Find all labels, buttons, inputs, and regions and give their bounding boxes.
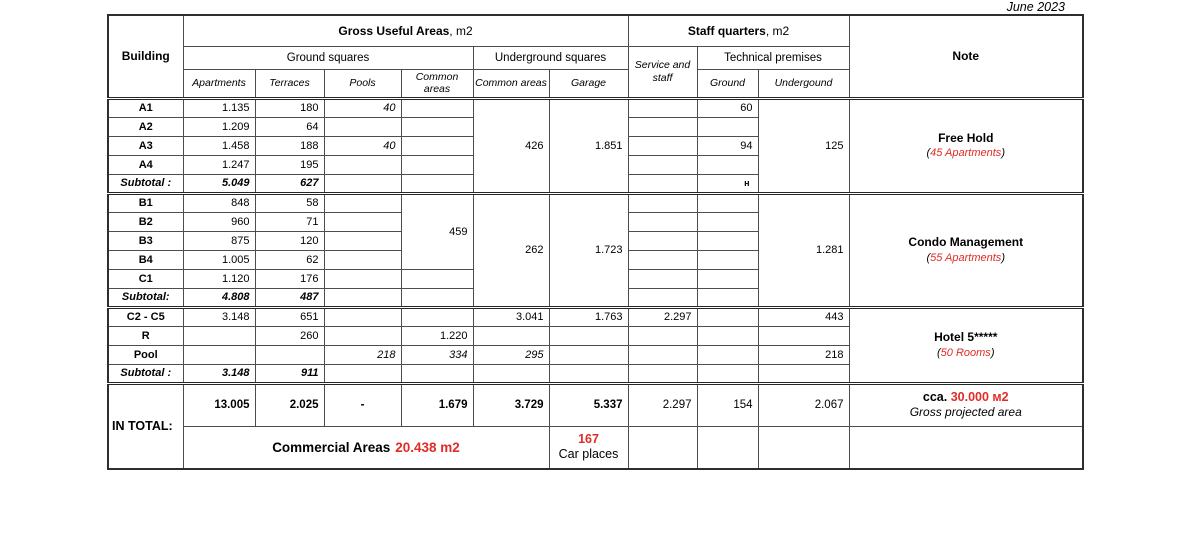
cell-tech-ground <box>697 117 758 136</box>
cell-common-ground: 334 <box>401 345 473 364</box>
cell-building: A4 <box>108 155 183 174</box>
col-header-note: Note <box>849 15 1083 98</box>
note-empty <box>849 426 1083 469</box>
row-c2-c5 <box>108 307 1083 326</box>
note-detail: (45 Apartments) <box>926 147 1005 160</box>
col-header-apartments: Apartments <box>183 69 255 98</box>
cell-apartments: 960 <box>183 212 255 231</box>
cell-terraces: 58 <box>255 193 324 212</box>
cell-apartments: 1.209 <box>183 117 255 136</box>
cell-garage <box>549 326 628 345</box>
cell-service <box>628 288 697 307</box>
row-in-total-values <box>108 383 1083 426</box>
note-hotel <box>849 307 1083 383</box>
cell-apartments: 1.135 <box>183 98 255 117</box>
cell-apartments: 1.247 <box>183 155 255 174</box>
cell-tech-undergound <box>758 326 849 345</box>
cell-garage <box>549 345 628 364</box>
cell-apartments-total: 13.005 <box>183 383 255 426</box>
col-header-terraces: Terraces <box>255 69 324 98</box>
cell-pools <box>324 307 401 326</box>
cell-terraces-subtotal: 487 <box>255 288 324 307</box>
buildings-areas-table <box>107 14 1084 470</box>
cell-service <box>628 155 697 174</box>
note-title: Condo Management <box>908 235 1024 250</box>
cell-common-ground <box>401 364 473 383</box>
note-gross-projected-area <box>849 383 1083 426</box>
col-header-common-areas-underground: Common areas <box>473 69 549 98</box>
cell-tech-undergound <box>758 364 849 383</box>
cell-service <box>628 345 697 364</box>
gross-projected-caption: Gross projected area <box>909 405 1022 420</box>
in-total-label: IN TOTAL: <box>108 383 183 469</box>
cell-common-ground <box>401 288 473 307</box>
cell-service <box>628 136 697 155</box>
cell-garage-merged: 1.851 <box>549 98 628 193</box>
cca-line: cca. 30.000 м2 <box>922 390 1009 405</box>
cell-common-underground <box>473 326 549 345</box>
cell-pools-total: - <box>324 383 401 426</box>
cell-pools: 218 <box>324 345 401 364</box>
cell-garage: 1.763 <box>549 307 628 326</box>
cell-subtotal-label: Subtotal : <box>108 364 183 383</box>
staff-quarters-unit: , m2 <box>765 23 790 38</box>
cell-common-ground <box>401 174 473 193</box>
cell-terraces: 176 <box>255 269 324 288</box>
cell-tech-ground <box>697 288 758 307</box>
cell-apartments: 1.120 <box>183 269 255 288</box>
row-commercial-areas <box>108 426 1083 469</box>
group-header-ground-squares: Ground squares <box>183 46 473 69</box>
cell-pools <box>324 193 401 212</box>
note-condo-management <box>849 193 1083 307</box>
cell-service <box>628 326 697 345</box>
cell-building: C2 - C5 <box>108 307 183 326</box>
cell-pools <box>324 212 401 231</box>
cell-pools <box>324 117 401 136</box>
cell-pools <box>324 326 401 345</box>
col-header-service-and-staff: Service and staff <box>628 46 697 98</box>
cell-common-underground <box>473 364 549 383</box>
car-places-count: 167 <box>578 431 599 446</box>
cell-service <box>628 98 697 117</box>
cell-tech-undergound-merged: 1.281 <box>758 193 849 307</box>
cell-building: Pool <box>108 345 183 364</box>
col-header-tech-ground: Ground <box>697 69 758 98</box>
cell-service <box>628 212 697 231</box>
cell-pools <box>324 174 401 193</box>
cell-garage <box>549 364 628 383</box>
cell-common-underground-merged: 426 <box>473 98 549 193</box>
note-title: Hotel 5***** <box>934 330 998 345</box>
cell-terraces: 120 <box>255 231 324 250</box>
cell-pools <box>324 250 401 269</box>
cell-apartments-subtotal: 5.049 <box>183 174 255 193</box>
cell-garage-total: 5.337 <box>549 383 628 426</box>
cell-terraces-subtotal: 627 <box>255 174 324 193</box>
cell-terraces: 180 <box>255 98 324 117</box>
cell-common-ground <box>401 269 473 288</box>
cell-tech-ground: н <box>697 174 758 193</box>
cell-tech-undergound <box>758 426 849 469</box>
cell-service-total: 2.297 <box>628 383 697 426</box>
cell-pools <box>324 155 401 174</box>
cell-terraces: 188 <box>255 136 324 155</box>
car-places-label: Car places <box>558 447 619 462</box>
commercial-areas-label: Commercial Areas <box>272 439 391 455</box>
cell-terraces-total: 2.025 <box>255 383 324 426</box>
cell-tech-ground-total: 154 <box>697 383 758 426</box>
cell-common-ground-merged: 459 <box>401 193 473 269</box>
cell-apartments-subtotal: 4.808 <box>183 288 255 307</box>
cell-apartments: 3.148 <box>183 307 255 326</box>
cell-service: 2.297 <box>628 307 697 326</box>
cell-apartments <box>183 345 255 364</box>
col-header-common-areas-ground: Common areas <box>401 69 473 98</box>
cell-building: A1 <box>108 98 183 117</box>
cell-service <box>628 426 697 469</box>
cell-garage-merged: 1.723 <box>549 193 628 307</box>
group-header-underground-squares: Underground squares <box>473 46 628 69</box>
cell-tech-ground <box>697 426 758 469</box>
cell-common-ground <box>401 136 473 155</box>
cell-terraces: 64 <box>255 117 324 136</box>
cell-building: B2 <box>108 212 183 231</box>
cell-apartments: 1.005 <box>183 250 255 269</box>
cell-common-underground: 295 <box>473 345 549 364</box>
cell-apartments: 848 <box>183 193 255 212</box>
note-detail: (55 Apartments) <box>926 251 1005 264</box>
cell-common-ground <box>401 307 473 326</box>
cell-tech-ground <box>697 269 758 288</box>
note-title: Free Hold <box>938 130 994 145</box>
cell-pools <box>324 269 401 288</box>
cell-tech-ground: 94 <box>697 136 758 155</box>
col-header-tech-undergound: Undergound <box>758 69 849 98</box>
col-header-building: Building <box>108 15 183 98</box>
cell-tech-undergound-merged: 125 <box>758 98 849 193</box>
cell-terraces: 71 <box>255 212 324 231</box>
cell-terraces-subtotal: 911 <box>255 364 324 383</box>
cell-common-underground: 3.041 <box>473 307 549 326</box>
cell-pools: 40 <box>324 98 401 117</box>
cell-tech-undergound-total: 2.067 <box>758 383 849 426</box>
cell-apartments: 1.458 <box>183 136 255 155</box>
cell-service <box>628 269 697 288</box>
cell-tech-ground <box>697 345 758 364</box>
cell-tech-ground: 60 <box>697 98 758 117</box>
cell-apartments-subtotal: 3.148 <box>183 364 255 383</box>
cell-service <box>628 174 697 193</box>
header-row-1 <box>108 15 1083 46</box>
car-places-cell <box>549 426 628 469</box>
commercial-areas-cell <box>183 426 549 469</box>
cell-service <box>628 117 697 136</box>
cell-terraces <box>255 345 324 364</box>
date-label: June 2023 <box>1006 0 1065 14</box>
cell-building: C1 <box>108 269 183 288</box>
cell-service <box>628 231 697 250</box>
cell-pools: 40 <box>324 136 401 155</box>
cell-service <box>628 250 697 269</box>
cell-tech-ground <box>697 212 758 231</box>
cell-building: A3 <box>108 136 183 155</box>
cell-tech-undergound: 443 <box>758 307 849 326</box>
cell-building: R <box>108 326 183 345</box>
cell-common-ground <box>401 117 473 136</box>
cell-common-underground-total: 3.729 <box>473 383 549 426</box>
cell-tech-ground <box>697 193 758 212</box>
note-detail: (50 Rooms) <box>937 346 995 359</box>
cell-subtotal-label: Subtotal : <box>108 174 183 193</box>
cell-terraces: 260 <box>255 326 324 345</box>
cell-tech-undergound: 218 <box>758 345 849 364</box>
cell-apartments: 875 <box>183 231 255 250</box>
cell-common-ground: 1.220 <box>401 326 473 345</box>
cell-tech-ground <box>697 326 758 345</box>
gross-useful-areas-unit: , m2 <box>449 23 473 38</box>
cell-service <box>628 364 697 383</box>
cell-terraces: 651 <box>255 307 324 326</box>
cell-pools <box>324 288 401 307</box>
cell-tech-ground <box>697 250 758 269</box>
gross-useful-areas-title: Gross Useful Areas <box>338 23 450 38</box>
cell-service <box>628 193 697 212</box>
cell-building: A2 <box>108 117 183 136</box>
cell-terraces: 62 <box>255 250 324 269</box>
cell-common-underground-merged: 262 <box>473 193 549 307</box>
cell-pools <box>324 231 401 250</box>
note-free-hold <box>849 98 1083 193</box>
row-a1 <box>108 98 1083 117</box>
cell-tech-ground <box>697 307 758 326</box>
cell-building: B1 <box>108 193 183 212</box>
cell-apartments <box>183 326 255 345</box>
cell-pools <box>324 364 401 383</box>
col-header-pools: Pools <box>324 69 401 98</box>
cell-tech-ground <box>697 155 758 174</box>
cell-building: B3 <box>108 231 183 250</box>
cell-tech-ground <box>697 364 758 383</box>
row-b1 <box>108 193 1083 212</box>
cell-common-ground-total: 1.679 <box>401 383 473 426</box>
cell-common-ground <box>401 98 473 117</box>
cell-common-ground <box>401 155 473 174</box>
col-header-garage: Garage <box>549 69 628 98</box>
cell-tech-ground <box>697 231 758 250</box>
group-header-technical-premises: Technical premises <box>697 46 849 69</box>
staff-quarters-title: Staff quarters <box>687 23 766 38</box>
cell-building: B4 <box>108 250 183 269</box>
commercial-areas-value: 20.438 m2 <box>395 439 460 455</box>
cell-subtotal-label: Subtotal: <box>108 288 183 307</box>
group-header-gross-useful-areas <box>183 15 628 46</box>
group-header-staff-quarters <box>628 15 849 46</box>
cell-terraces: 195 <box>255 155 324 174</box>
